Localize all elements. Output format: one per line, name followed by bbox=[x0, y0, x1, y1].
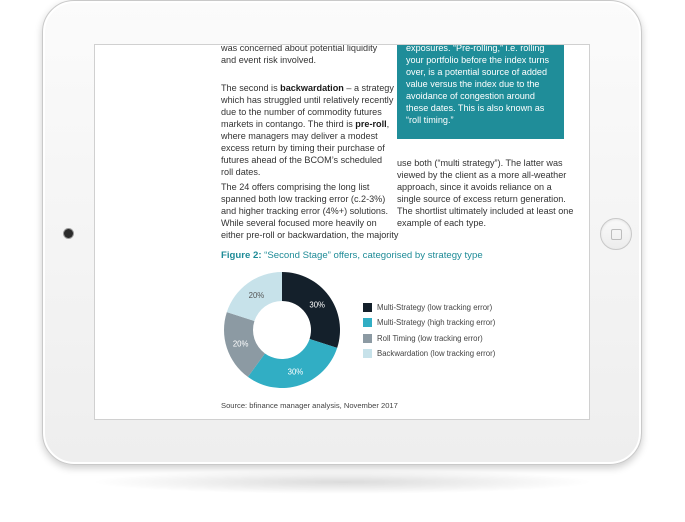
legend-label: Multi-Strategy (high tracking error) bbox=[377, 318, 496, 328]
figure-source: Source: bfinance manager analysis, November 2017 bbox=[221, 401, 398, 410]
legend-label: Multi-Strategy (low tracking error) bbox=[377, 303, 493, 312]
tablet-screen[interactable] bbox=[94, 44, 590, 420]
figure-number: Figure 2: bbox=[221, 250, 262, 261]
callout-line: avoidance of congestion around bbox=[406, 91, 535, 101]
paragraph-line: where managers may deliver a modest bbox=[221, 131, 378, 141]
callout-line: exposures. “Pre-rolling,” i.e. rolling bbox=[406, 44, 545, 53]
figure-title bbox=[221, 250, 483, 261]
home-button[interactable] bbox=[600, 218, 632, 250]
paragraph-line: excess return by timing their purchase of bbox=[221, 143, 385, 153]
paragraph-line: The second is backwardation – a strategy bbox=[221, 83, 394, 93]
paragraph-line: futures ahead of the BCOM’s scheduled bbox=[221, 155, 383, 165]
slice-value-label: 20% bbox=[232, 339, 249, 349]
callout-line: value versus the index due to the bbox=[406, 79, 540, 89]
paragraph-line: roll dates. bbox=[221, 167, 261, 177]
device-shadow bbox=[90, 470, 595, 494]
paragraph-line: due to the number of commodity futures bbox=[221, 107, 382, 117]
paragraph-line: which has struggled until relatively recently bbox=[221, 95, 394, 105]
paragraph-line: use both (“multi strategy”). The latter was bbox=[397, 158, 563, 168]
callout-line: your portfolio before the index turns bbox=[406, 55, 550, 65]
paragraph-line: either pre-roll or backwardation, the majority bbox=[221, 230, 399, 240]
slice-value-label: 30% bbox=[287, 367, 304, 377]
legend-swatch bbox=[363, 318, 372, 327]
legend-label: Roll Timing (low tracking error) bbox=[377, 333, 483, 343]
paragraph-line: and event risk involved. bbox=[221, 55, 317, 65]
term-backwardation: backwardation bbox=[280, 83, 344, 93]
legend-swatch bbox=[363, 334, 372, 343]
paragraph-line: viewed by the client as a more all-weather bbox=[397, 170, 567, 180]
paragraph-line: The shortlist ultimately included at least one bbox=[397, 206, 574, 216]
donut-chart bbox=[221, 269, 343, 391]
paragraph-line: spanned both low tracking error (c.2-3%) bbox=[221, 194, 386, 204]
legend-label: Backwardation (low tracking error) bbox=[377, 349, 496, 359]
paragraph-line: The 24 offers comprising the long list bbox=[221, 182, 370, 192]
term-pre-roll: pre-roll bbox=[355, 119, 387, 129]
legend-swatch bbox=[363, 303, 372, 312]
callout-line: over, is a potential source of added bbox=[406, 67, 548, 77]
figure-title-text: “Second Stage” offers, categorised by strategy type bbox=[261, 250, 483, 261]
paragraph-line: approach, since it avoids reliance on a bbox=[397, 182, 552, 192]
camera-icon bbox=[64, 229, 73, 238]
donut-slice bbox=[282, 272, 340, 348]
paragraph-line: While several focused more heavily on bbox=[221, 218, 377, 228]
paragraph-line: example of each type. bbox=[397, 218, 486, 228]
donut-slice bbox=[248, 339, 337, 388]
callout-box bbox=[397, 44, 564, 139]
paragraph-line: single source of excess return generation. bbox=[397, 194, 566, 204]
paragraph-line: markets in contango. The third is pre-roll, bbox=[221, 119, 390, 129]
paragraph-line: was concerned about potential liquidity bbox=[221, 44, 378, 53]
callout-line: these dates. This is also known as bbox=[406, 103, 545, 113]
paragraph-line: and higher tracking error (4%+) solutions. bbox=[221, 206, 389, 216]
callout-line: “roll timing.” bbox=[406, 115, 454, 125]
legend-swatch bbox=[363, 349, 372, 358]
slice-value-label: 20% bbox=[248, 290, 265, 300]
slice-value-label: 30% bbox=[309, 300, 325, 310]
